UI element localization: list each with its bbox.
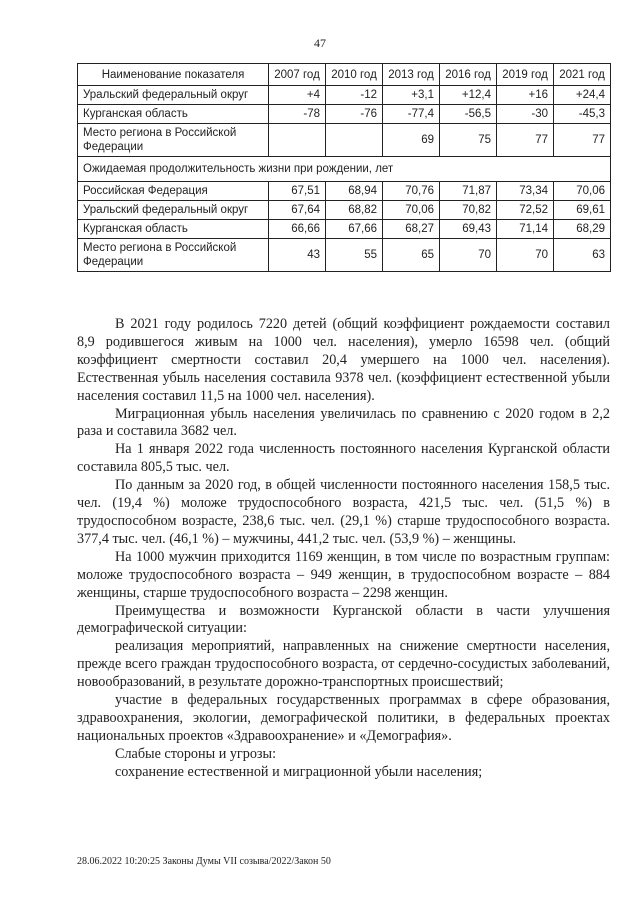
table-cell: -78: [269, 105, 326, 124]
table-cell: 71,87: [440, 182, 497, 201]
table-cell: 67,51: [269, 182, 326, 201]
table-cell: 68,94: [326, 182, 383, 201]
row-label: Место региона в Российской Федерации: [78, 124, 269, 157]
table-cell: +12,4: [440, 86, 497, 105]
paragraph: Преимущества и возможности Курганской области в части улучшения демографической ситуации:: [77, 602, 610, 637]
table-cell: 63: [554, 239, 611, 272]
table-cell: 69,61: [554, 201, 611, 220]
table-cell: -56,5: [440, 105, 497, 124]
table-cell: 43: [269, 239, 326, 272]
table-cell: 70,76: [383, 182, 440, 201]
table-row: [78, 239, 611, 272]
body-text: [77, 316, 610, 782]
table-cell: 68,82: [326, 201, 383, 220]
table-cell: +16: [497, 86, 554, 105]
column-header: 2010 год: [326, 64, 383, 86]
demographics-table: [77, 63, 611, 272]
table-cell: 70: [440, 239, 497, 272]
table-cell: 73,34: [497, 182, 554, 201]
table-cell: 67,64: [269, 201, 326, 220]
table-cell: +24,4: [554, 86, 611, 105]
table-cell: 68,27: [383, 220, 440, 239]
table-cell: 55: [326, 239, 383, 272]
row-label: Место региона в Российской Федерации: [78, 239, 269, 272]
column-header: 2007 год: [269, 64, 326, 86]
paragraph: участие в федеральных государственных программах в сфере образования, здравоохранения, экологии, демографической политики, в федеральных проектах национальных проектов «Здравоохранение» и «Демография».: [77, 692, 610, 744]
row-label: Уральский федеральный округ: [78, 201, 269, 220]
table-cell: 67,66: [326, 220, 383, 239]
table-cell: -12: [326, 86, 383, 105]
column-header: Наименование показателя: [78, 64, 269, 86]
column-header: 2019 год: [497, 64, 554, 86]
table-cell: 75: [440, 124, 497, 157]
table-header-row: [78, 64, 611, 86]
table-cell: -30: [497, 105, 554, 124]
table-cell: -76: [326, 105, 383, 124]
table-cell: 71,14: [497, 220, 554, 239]
table-cell: +3,1: [383, 86, 440, 105]
table-cell: 77: [554, 124, 611, 157]
paragraph: На 1000 мужчин приходится 1169 женщин, в том числе по возрастным группам: моложе трудоспособного возраста – 949 женщин, в трудоспособном возрасте – 884 женщины, старше трудоспособного возраста – 2298 женщин.: [77, 548, 610, 601]
document-footer: 28.06.2022 10:20:25 Законы Думы VII созыва/2022/Закон 50: [77, 856, 331, 867]
paragraph: Миграционная убыль населения увеличилась по сравнению с 2020 годом в 2,2 раза и составила 3682 чел.: [77, 405, 610, 440]
table-cell: 72,52: [497, 201, 554, 220]
table-cell: 68,29: [554, 220, 611, 239]
table-cell: 65: [383, 239, 440, 272]
table-cell: -77,4: [383, 105, 440, 124]
table-cell: 66,66: [269, 220, 326, 239]
table-row: [78, 182, 611, 201]
row-label: Российская Федерация: [78, 182, 269, 201]
table-row: [78, 86, 611, 105]
table-cell: 70,06: [554, 182, 611, 201]
table-cell: 70: [497, 239, 554, 272]
column-header: 2013 год: [383, 64, 440, 86]
table-cell: -45,3: [554, 105, 611, 124]
section-row: [78, 157, 611, 182]
row-label: Курганская область: [78, 105, 269, 124]
table-row: [78, 105, 611, 124]
table-cell: 69,43: [440, 220, 497, 239]
paragraph: В 2021 году родилось 7220 детей (общий коэффициент рождаемости составил 8,9 родившегося живым на 1000 чел. населения), умерло 16598 чел. (общий коэффициент смертности составил 20,4 умершего на 1000 чел. населения). Естественная убыль населения составила 9378 чел. (коэффициент естественной убыли населения составил 11,5 на 1000 чел. населения).: [77, 316, 610, 404]
table-cell: [269, 124, 326, 157]
table-cell: 69: [383, 124, 440, 157]
table-cell: +4: [269, 86, 326, 105]
column-header: 2021 год: [554, 64, 611, 86]
paragraph: По данным за 2020 год, в общей численности постоянного населения 158,5 тыс. чел. (19,4 %) моложе трудоспособного возраста, 421,5 тыс. чел. (51,5 %) в трудоспособном возрасте, 238,6 тыс. чел. (29,1 %) старше трудоспособного возраста. 377,4 тыс. чел. (46,1 %) – мужчины, 441,2 тыс. чел. (53,9 %) – женщины.: [77, 477, 610, 547]
table-row: [78, 124, 611, 157]
row-label: Уральский федеральный округ: [78, 86, 269, 105]
column-header: 2016 год: [440, 64, 497, 86]
table-row: [78, 201, 611, 220]
paragraph: реализация мероприятий, направленных на снижение смертности населения, прежде всего граждан трудоспособного возраста, от сердечно-сосудистых заболеваний, новообразований, в результате дорожно-транспортных происшествий;: [77, 638, 610, 691]
row-label: Курганская область: [78, 220, 269, 239]
table-cell: 77: [497, 124, 554, 157]
table-cell: 70,06: [383, 201, 440, 220]
table-cell: [326, 124, 383, 157]
table-row: [78, 220, 611, 239]
paragraph: На 1 января 2022 года численность постоянного населения Курганской области составила 805,5 тыс. чел.: [77, 441, 610, 476]
table-cell: 70,82: [440, 201, 497, 220]
section-title: Ожидаемая продолжительность жизни при рождении, лет: [78, 157, 611, 182]
paragraph: сохранение естественной и миграционной убыли населения;: [115, 763, 483, 780]
page-number: 47: [314, 36, 326, 50]
paragraph: Слабые стороны и угрозы:: [115, 745, 277, 762]
